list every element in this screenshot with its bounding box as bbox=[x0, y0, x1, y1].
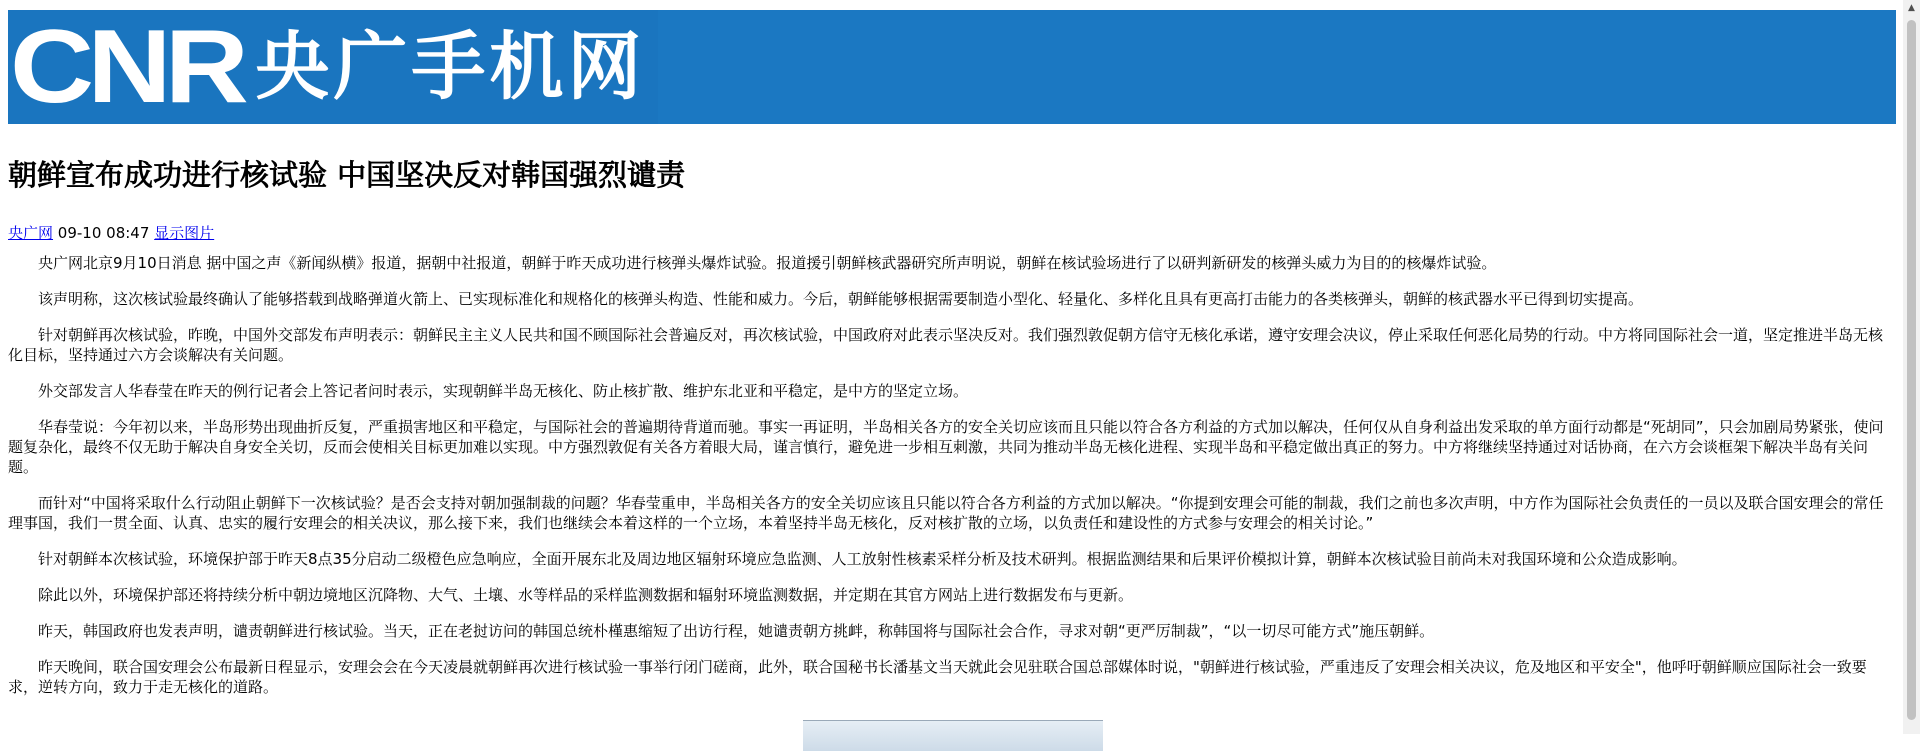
paragraph: 除此以外，环境保护部还将持续分析中朝边境地区沉降物、大气、土壤、水等样品的采样监测数据和辐射环境监测数据，并定期在其官方网站上进行数据发布与更新。 bbox=[38, 585, 1134, 604]
paragraph: 央广网北京9月10日消息 据中国之声《新闻纵横》报道，据朝中社报道，朝鲜于昨天成功进行核弹头爆炸试验。报道援引朝鲜核武器研究所声明说，朝鲜在核试验场进行了以研判新研发的核弹头威力为目的的核爆炸试验。 bbox=[38, 253, 1497, 272]
article-title: 朝鲜宣布成功进行核试验 中国坚决反对韩国强烈谴责 bbox=[8, 158, 686, 192]
page-content bbox=[8, 10, 1896, 713]
article-body bbox=[8, 253, 1896, 697]
header-banner bbox=[8, 10, 1896, 124]
paragraph: 华春莹说：今年初以来，半岛形势出现曲折反复，严重损害地区和平稳定，与国际社会的普遍期待背道而驰。事实一再证明，半岛相关各方的安全关切应该而且只能以符合各方利益的方式加以解决，任何仅从自身利益出发采取的单方面行动都是“死胡同”，只会加剧局势紧张，使问题复杂化，最终不仅无助于解决自身安全关切，反而会使相关目标更加难以实现。中方强烈敦促有关各方着眼大局，谨言慎行，避免进一步相互刺激，共同为推动半岛无核化进程、实现半岛和平稳定做出真正的努力。中方将继续坚持通过对话协商，在六方会谈框架下解决半岛有关问题。 bbox=[8, 417, 1884, 476]
article-datetime: 09-10 08:47 bbox=[57, 223, 150, 242]
logo-cnr-text: CNR bbox=[10, 10, 243, 124]
logo-chinese-text: 央广手机网 bbox=[255, 24, 646, 110]
article-meta bbox=[8, 223, 1896, 243]
paragraph: 昨天晚间，联合国安理会公布最新日程显示，安理会会在今天凌晨就朝鲜再次进行核试验一事举行闭门磋商，此外，联合国秘书长潘基文当天就此会见驻联合国总部媒体时说，"朝鲜进行核试验，严重违反了安理会相关决议，危及地区和平安全"，他呼吁朝鲜顺应国际社会一致要求，逆转方向，致力于走无核化的道路。 bbox=[8, 657, 1867, 696]
show-images-link[interactable]: 显示图片 bbox=[154, 223, 215, 242]
paragraph: 昨天，韩国政府也发表声明，谴责朝鲜进行核试验。当天，正在老挝访问的韩国总统朴槿惠缩短了出访行程，她谴责朝方挑衅，称韩国将与国际社会合作，寻求对朝“更严厉制裁”，“以一切尽可能方式”施压朝鲜。 bbox=[38, 621, 1435, 640]
source-link[interactable]: 央广网 bbox=[8, 223, 54, 242]
scroll-up-arrow-icon[interactable]: ▲ bbox=[1908, 3, 1915, 13]
article-image-thumbnail[interactable] bbox=[803, 720, 1103, 751]
paragraph: 而针对“中国将采取什么行动阻止朝鲜下一次核试验？是否会支持对朝加强制裁的问题？华春莹重申，半岛相关各方的安全关切应该且只能以符合各方利益的方式加以解决。“你提到安理会可能的制裁，我们之前也多次声明，中方作为国际社会负责任的一员以及联合国安理会的常任理事国，我们一贯全面、认真、忠实的履行安理会的相关决议，那么接下来，我们也继续会本着这样的一个立场，本着坚持半岛无核化，反对核扩散的立场，以负责任和建设性的方式参与安理会的相关讨论。” bbox=[8, 493, 1884, 532]
cnr-logo[interactable] bbox=[8, 10, 658, 124]
paragraph: 该声明称，这次核试验最终确认了能够搭载到战略弹道火箭上、已实现标准化和规格化的核弹头构造、性能和威力。今后，朝鲜能够根据需要制造小型化、轻量化、多样化且具有更高打击能力的各类核弹头，朝鲜的核武器水平已得到切实提高。 bbox=[38, 289, 1644, 308]
scrollbar-thumb[interactable] bbox=[1907, 20, 1916, 720]
vertical-scrollbar[interactable] bbox=[1903, 0, 1920, 734]
paragraph: 针对朝鲜再次核试验，昨晚，中国外交部发布声明表示：朝鲜民主主义人民共和国不顾国际社会普遍反对，再次核试验，中国政府对此表示坚决反对。我们强烈敦促朝方信守无核化承诺，遵守安理会决议，停止采取任何恶化局势的行动。中方将同国际社会一道，坚定推进半岛无核化目标，坚持通过六方会谈解决有关问题。 bbox=[8, 325, 1884, 364]
paragraph: 外交部发言人华春莹在昨天的例行记者会上答记者问时表示，实现朝鲜半岛无核化、防止核扩散、维护东北亚和平稳定，是中方的坚定立场。 bbox=[38, 381, 969, 400]
paragraph: 针对朝鲜本次核试验，环境保护部于昨天8点35分启动二级橙色应急响应，全面开展东北及周边地区辐射环境应急监测、人工放射性核素采样分析及技术研判。根据监测结果和后果评价模拟计算，朝鲜本次核试验目前尚未对我国环境和公众造成影响。 bbox=[38, 549, 1687, 568]
